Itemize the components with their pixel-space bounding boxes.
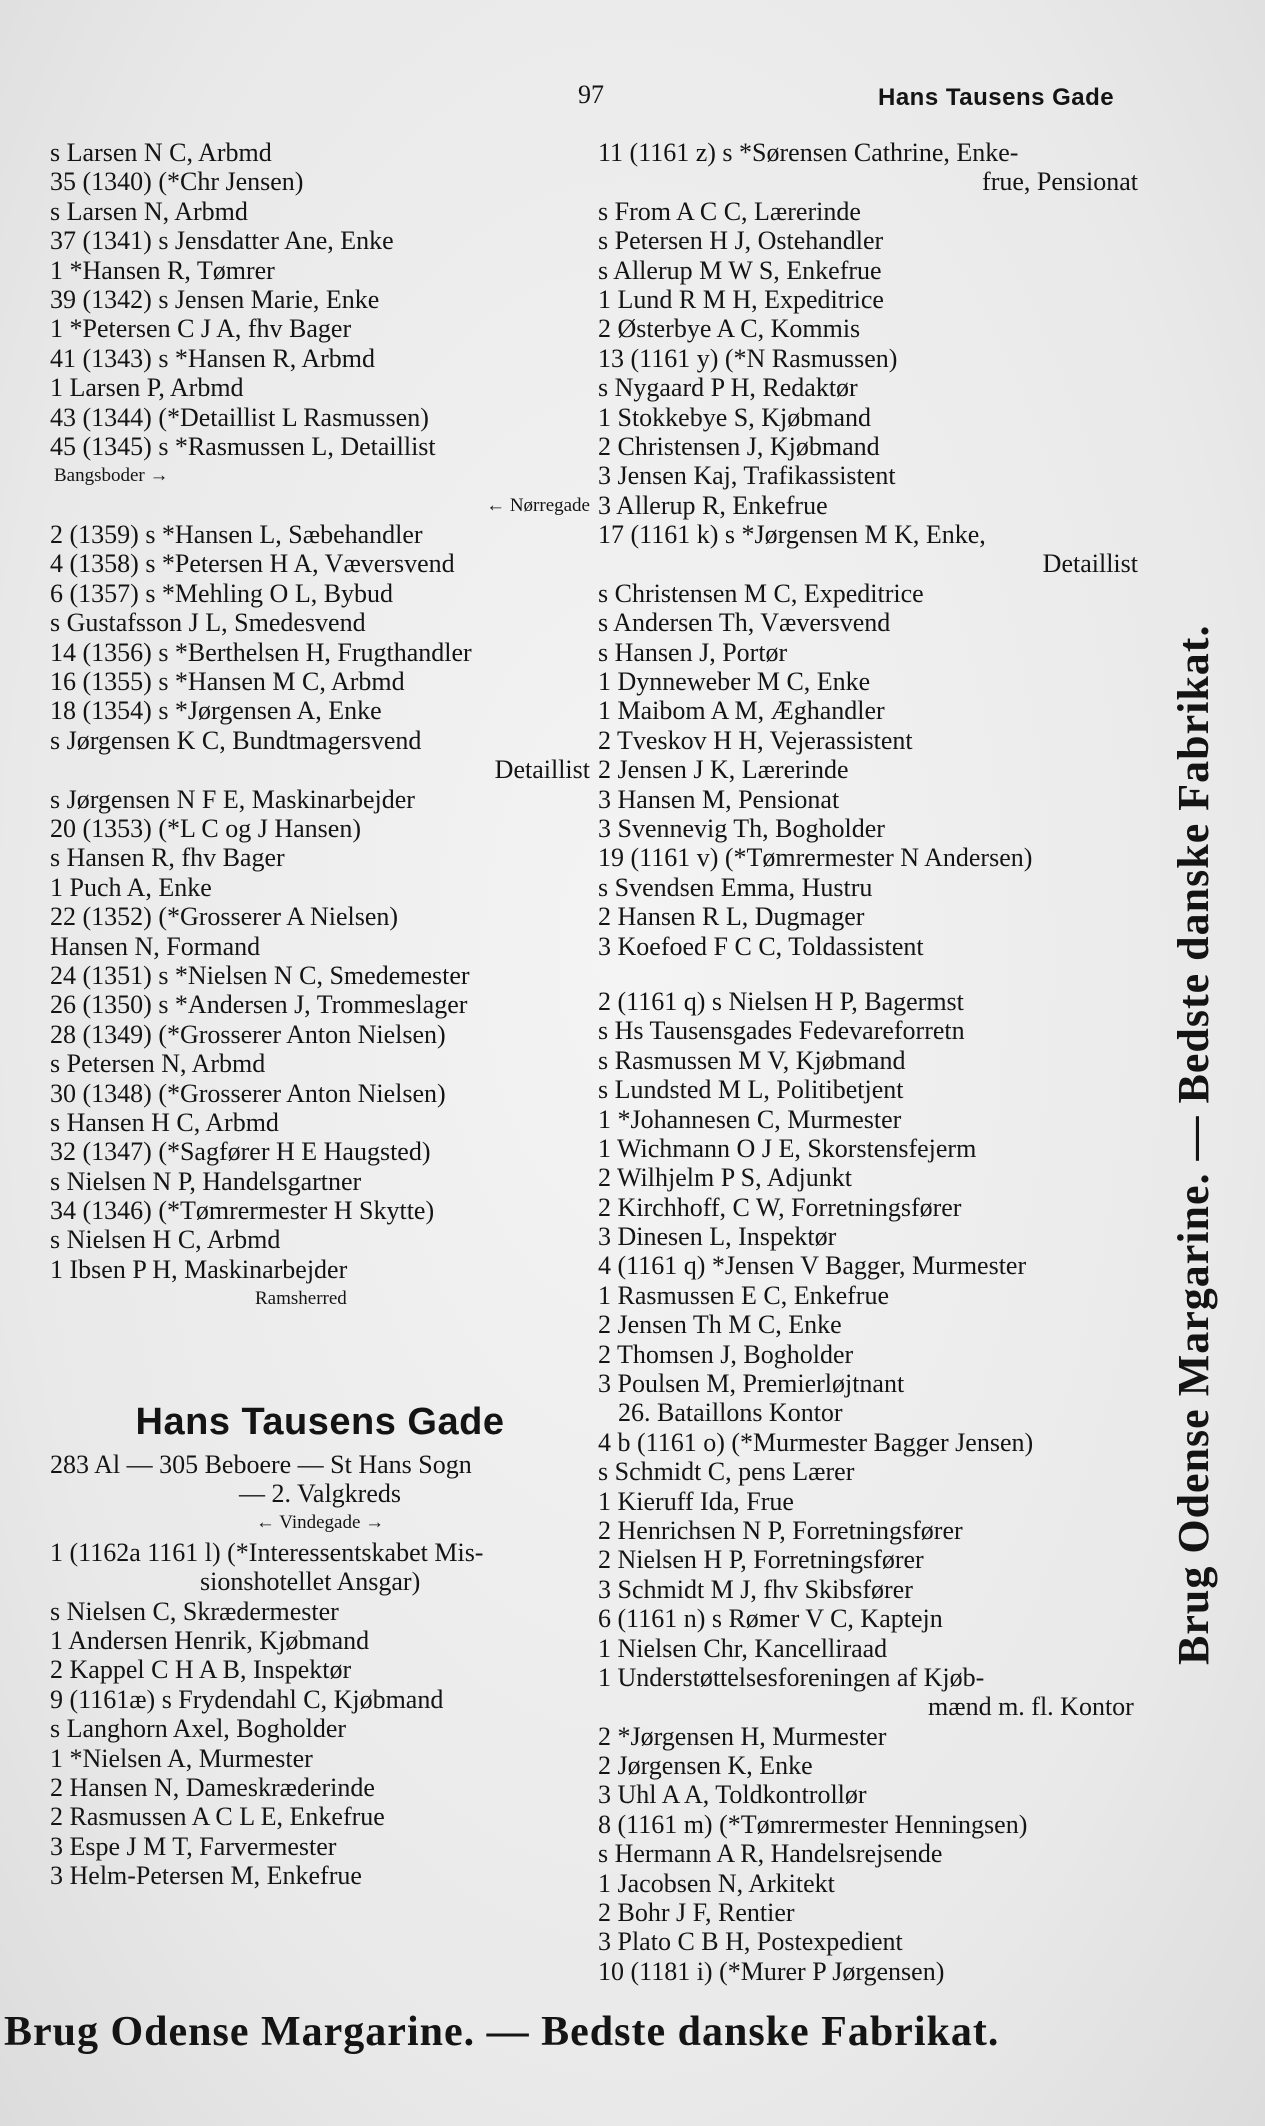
- directory-entry: 2 Hansen R L, Dugmager: [598, 902, 865, 932]
- directory-entry: s Larsen N C, Arbmd: [50, 138, 272, 167]
- directory-entry: 2 Rasmussen A C L E, Enkefrue: [50, 1802, 385, 1832]
- directory-entry: 1 Puch A, Enke: [50, 872, 212, 902]
- directory-entry: 43 (1344) (*Detaillist L Rasmussen): [50, 402, 429, 432]
- directory-entry: 4 (1358) s *Petersen H A, Væversvend: [50, 549, 455, 579]
- directory-entry: 1 Rasmussen E C, Enkefrue: [598, 1280, 890, 1310]
- directory-entry: s Petersen N, Arbmd: [50, 1049, 266, 1079]
- directory-entry: 2 Østerbye A C, Kommis: [598, 314, 861, 344]
- directory-entry: 3 Plato C B H, Postexpedient: [598, 1927, 903, 1957]
- directory-entry: Hansen N, Formand: [50, 931, 261, 961]
- directory-entry: s Petersen H J, Ostehandler: [598, 226, 884, 256]
- directory-entry: frue, Pensionat: [982, 167, 1138, 197]
- left-column: [50, 138, 590, 1890]
- directory-entry: 1 Larsen P, Arbmd: [50, 373, 244, 403]
- directory-entry: 8 (1161 m) (*Tømrermester Henningsen): [598, 1809, 1028, 1839]
- directory-entry: 2 (1161 q) s Nielsen H P, Bagermst: [598, 986, 964, 1016]
- side-advertisement: Brug Odense Margarine. — Bedste danske Fabrikat.: [1169, 624, 1218, 1665]
- directory-entry: 22 (1352) (*Grosserer A Nielsen): [50, 902, 399, 932]
- directory-entry: 30 (1348) (*Grosserer Anton Nielsen): [50, 1078, 446, 1108]
- directory-entry: 37 (1341) s Jensdatter Ane, Enke: [50, 226, 394, 256]
- directory-entry: 1 Ibsen P H, Maskinarbejder: [50, 1254, 348, 1284]
- directory-entry: 3 Hansen M, Pensionat: [598, 784, 840, 814]
- directory-entry: 26 (1350) s *Andersen J, Trommeslager: [50, 990, 468, 1020]
- directory-entry: s Hs Tausensgades Fedevareforretn: [598, 1016, 965, 1046]
- directory-entry: 3 Allerup R, Enkefrue: [598, 490, 828, 520]
- directory-entry: Detaillist: [1042, 549, 1138, 579]
- directory-entry: 2 Kappel C H A B, Inspektør: [50, 1655, 352, 1685]
- directory-entry: 20 (1353) (*L C og J Hansen): [50, 813, 361, 843]
- directory-entry: 1 *Nielsen A, Murmester: [50, 1743, 313, 1773]
- directory-entry: 32 (1347) (*Sagfører H E Haugsted): [50, 1137, 431, 1167]
- directory-entry: 3 Koefoed F C C, Toldassistent: [598, 931, 924, 961]
- directory-entry: 1 Maibom A M, Æghandler: [598, 696, 885, 726]
- directory-entry: s Rasmussen M V, Kjøbmand: [598, 1045, 906, 1075]
- directory-entry: 9 (1161æ) s Frydendahl C, Kjøbmand: [50, 1684, 444, 1714]
- directory-entry: 2 Wilhjelm P S, Adjunkt: [598, 1163, 852, 1193]
- street-heading: Hans Tausens Gade: [135, 1400, 505, 1443]
- directory-entry: sionshotellet Ansgar): [200, 1567, 421, 1597]
- directory-entry: 1 Dynneweber M C, Enke: [598, 667, 871, 697]
- directory-entry: s Andersen Th, Væversvend: [598, 608, 891, 638]
- directory-entry: 2 Thomsen J, Bogholder: [598, 1339, 854, 1369]
- directory-entry: 1 Kieruff Ida, Frue: [598, 1486, 794, 1516]
- directory-entry: 11 (1161 z) s *Sørensen Cathrine, Enke-: [598, 138, 1019, 167]
- directory-entry: s Hansen H C, Arbmd: [50, 1107, 279, 1137]
- directory-entry: 41 (1343) s *Hansen R, Arbmd: [50, 343, 375, 373]
- directory-entry: 1 Stokkebye S, Kjøbmand: [598, 402, 871, 432]
- directory-entry: — 2. Valgkreds: [238, 1479, 401, 1509]
- directory-entry: 1 Understøttelsesforeningen af Kjøb-: [598, 1662, 985, 1692]
- directory-entry: s Nielsen H C, Arbmd: [50, 1225, 281, 1255]
- directory-entry: 24 (1351) s *Nielsen N C, Smedemester: [50, 960, 470, 990]
- directory-entry: s Svendsen Emma, Hustru: [598, 872, 873, 902]
- directory-entry: 2 Henrichsen N P, Forretningsfører: [598, 1515, 963, 1545]
- directory-entry: s Hansen R, fhv Bager: [50, 843, 285, 873]
- directory-entry: 39 (1342) s Jensen Marie, Enke: [50, 284, 380, 314]
- right-column: [598, 138, 1138, 1986]
- directory-entry: 1 *Petersen C J A, fhv Bager: [50, 314, 352, 344]
- directory-entry: 4 b (1161 o) (*Murmester Bagger Jensen): [598, 1427, 1034, 1457]
- directory-entry: 1 Nielsen Chr, Kancelliraad: [598, 1633, 888, 1663]
- directory-entry: 28 (1349) (*Grosserer Anton Nielsen): [50, 1019, 446, 1049]
- street-reference: Ramsherred: [255, 1288, 347, 1310]
- directory-entry: 2 (1359) s *Hansen L, Sæbehandler: [50, 520, 423, 550]
- directory-entry: 2 Tveskov H H, Vejerassistent: [598, 725, 913, 755]
- directory-entry: s From A C C, Lærerinde: [598, 196, 861, 226]
- directory-entry: 45 (1345) s *Rasmussen L, Detaillist: [50, 431, 436, 461]
- directory-entry: 2 Jensen Th M C, Enke: [598, 1310, 842, 1340]
- directory-entry: 19 (1161 v) (*Tømrermester N Andersen): [598, 843, 1033, 873]
- directory-entry: 26. Bataillons Kontor: [618, 1398, 843, 1428]
- directory-entry: Detaillist: [494, 755, 590, 785]
- spacer: [598, 961, 1138, 987]
- directory-entry: 3 Svennevig Th, Bogholder: [598, 813, 885, 843]
- directory-entry: s Jørgensen K C, Bundtmagersvend: [50, 725, 422, 755]
- directory-entry: 1 Andersen Henrik, Kjøbmand: [50, 1625, 370, 1655]
- directory-entry: 6 (1357) s *Mehling O L, Bybud: [50, 578, 394, 608]
- running-title: Hans Tausens Gade: [878, 84, 1115, 111]
- directory-entry: 2 Kirchhoff, C W, Forretningsfører: [598, 1192, 962, 1222]
- directory-entry: s Schmidt C, pens Lærer: [598, 1457, 855, 1487]
- directory-entry: s Hermann A R, Handelsrejsende: [598, 1839, 943, 1869]
- directory-entry: s Gustafsson J L, Smedesvend: [50, 608, 366, 638]
- directory-entry: s Nygaard P H, Redaktør: [598, 373, 858, 403]
- directory-entry: 2 Hansen N, Dameskræderinde: [50, 1772, 375, 1802]
- directory-entry: 3 Dinesen L, Inspektør: [598, 1222, 837, 1252]
- directory-entry: 1 (1162a 1161 l) (*Interessentskabet Mis-: [50, 1537, 484, 1567]
- directory-entry: 1 *Hansen R, Tømrer: [50, 255, 275, 285]
- directory-entry: 2 Christensen J, Kjøbmand: [598, 431, 880, 461]
- directory-entry: 283 Al — 305 Beboere — St Hans Sogn: [50, 1449, 472, 1479]
- directory-entry: s Nielsen N P, Handelsgartner: [50, 1166, 362, 1196]
- directory-entry: 13 (1161 y) (*N Rasmussen): [598, 343, 898, 373]
- directory-entry: s Allerup M W S, Enkefrue: [598, 255, 882, 285]
- directory-entry: 3 Jensen Kaj, Trafikassistent: [598, 461, 896, 491]
- street-reference: ← Vindegade →: [255, 1512, 385, 1534]
- directory-entry: 1 *Johannesen C, Murmester: [598, 1104, 902, 1134]
- directory-entry: 3 Poulsen M, Premierløjtnant: [598, 1369, 905, 1399]
- directory-entry: 1 Jacobsen N, Arkitekt: [598, 1868, 835, 1898]
- directory-entry: mænd m. fl. Kontor: [928, 1692, 1134, 1722]
- directory-entry: 16 (1355) s *Hansen M C, Arbmd: [50, 667, 405, 697]
- directory-entry: 3 Schmidt M J, fhv Skibsfører: [598, 1574, 913, 1604]
- directory-entry: 2 Jørgensen K, Enke: [598, 1751, 813, 1781]
- bottom-advertisement: Brug Odense Margarine. — Bedste danske Fabrikat.: [4, 2009, 1000, 2055]
- directory-entry: s Jørgensen N F E, Maskinarbejder: [50, 784, 415, 814]
- street-reference: ← Nørregade: [486, 494, 590, 516]
- directory-entry: 4 (1161 q) *Jensen V Bagger, Murmester: [598, 1251, 1027, 1281]
- directory-entry: s Hansen J, Portør: [598, 637, 788, 667]
- directory-entry: s Langhorn Axel, Bogholder: [50, 1714, 347, 1744]
- directory-entry: 1 Wichmann O J E, Skorstensfejerm: [598, 1133, 977, 1163]
- directory-entry: 34 (1346) (*Tømrermester H Skytte): [50, 1196, 435, 1226]
- directory-entry: s Nielsen C, Skrædermester: [50, 1596, 339, 1626]
- directory-entry: 2 Bohr J F, Rentier: [598, 1898, 795, 1928]
- directory-entry: s Larsen N, Arbmd: [50, 196, 248, 226]
- directory-entry: 18 (1354) s *Jørgensen A, Enke: [50, 696, 382, 726]
- directory-entry: 2 *Jørgensen H, Murmester: [598, 1721, 887, 1751]
- directory-entry: 3 Uhl A A, Toldkontrollør: [598, 1780, 867, 1810]
- directory-entry: 2 Nielsen H P, Forretningsfører: [598, 1545, 924, 1575]
- directory-entry: 2 Jensen J K, Lærerinde: [598, 755, 849, 785]
- directory-entry: 6 (1161 n) s Rømer V C, Kaptejn: [598, 1604, 943, 1634]
- spacer: [50, 1314, 590, 1394]
- directory-entry: 17 (1161 k) s *Jørgensen M K, Enke,: [598, 520, 986, 550]
- directory-entry: 3 Helm-Petersen M, Enkefrue: [50, 1861, 362, 1891]
- directory-entry: 1 Lund R M H, Expeditrice: [598, 284, 884, 314]
- page-number: 97: [578, 80, 604, 109]
- street-reference: Bangsboder →: [54, 465, 169, 487]
- directory-entry: 10 (1181 i) (*Murer P Jørgensen): [598, 1956, 945, 1986]
- directory-entry: 35 (1340) (*Chr Jensen): [50, 167, 304, 197]
- directory-entry: s Lundsted M L, Politibetjent: [598, 1075, 904, 1105]
- directory-entry: 14 (1356) s *Berthelsen H, Frugthandler: [50, 637, 472, 667]
- directory-entry: s Christensen M C, Expeditrice: [598, 578, 924, 608]
- directory-entry: 3 Espe J M T, Farvermester: [50, 1831, 337, 1861]
